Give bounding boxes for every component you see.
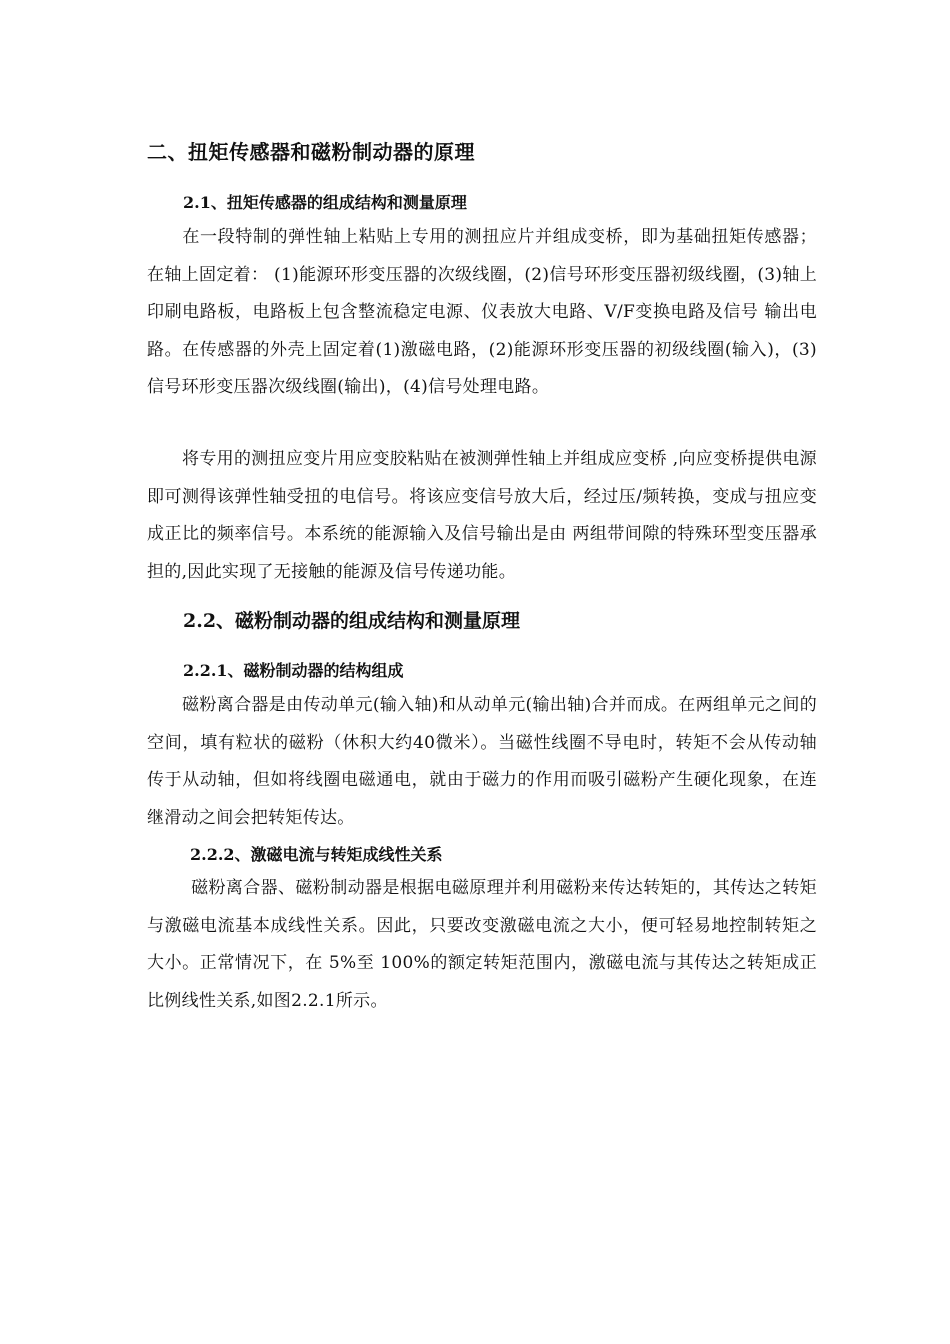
section-title: 二、扭矩传感器和磁粉制动器的原理: [147, 140, 475, 164]
paragraph-text: 磁粉离合器、磁粉制动器是根据电磁原理并利用磁粉来传达转矩的，其传达之转矩与激磁电流基本成线性关系。因此，只要改变激磁电流之大小，便可轻易地控制转矩之大小。正常情况下，在 5%至 100%的额定转矩范围内，激磁电流与其传达之转矩成正比例线性关系,如图2.2.1所示。: [147, 878, 817, 1011]
paragraph-2-1-a: [147, 219, 817, 407]
heading-2-2: 2.2、磁粉制动器的组成结构和测量原理: [183, 610, 521, 632]
paragraph-text: 磁粉离合器是由传动单元(输入轴)和从动单元(输出轴)合并而成。在两组单元之间的空间，填有粒状的磁粉（休积大约40微米）。当磁性线圈不导电时，转矩不会从传动轴传于从动轴，但如将线圈电磁通电，就由于磁力的作用而吸引磁粉产生硬化现象，在连继滑动之间会把转矩传达。: [147, 695, 817, 828]
paragraph-2-2-1: [147, 687, 817, 837]
heading-2-2-2: 2.2.2、激磁电流与转矩成线性关系: [190, 845, 443, 864]
paragraph-text: 将专用的测扭应变片用应变胶粘贴在被测弹性轴上并组成应变桥 ,向应变桥提供电源即可测得该弹性轴受扭的电信号。将该应变信号放大后，经过压/频转换，变成与扭应变成正比的频率信号。本系统的能源输入及信号输出是由 两组带间隙的特殊环型变压器承担的,因此实现了无接触的能源及信号传递功能。: [147, 449, 817, 582]
heading-2-2-1: 2.2.1、磁粉制动器的结构组成: [183, 661, 404, 680]
heading-2-1: 2.1、扭矩传感器的组成结构和测量原理: [183, 193, 467, 212]
paragraph-2-1-b: [147, 441, 817, 591]
paragraph-2-2-2: [147, 870, 817, 1020]
paragraph-text: 在一段特制的弹性轴上粘贴上专用的测扭应片并组成变桥，即为基础扭矩传感器；在轴上固定着： (1)能源环形变压器的次级线圈，(2)信号环形变压器初级线圈，(3)轴上印刷电路板，电路板上包含整流稳定电源、仪表放大电路、V/F变换电路及信号 输出电路。在传感器的外壳上固定着(1)激磁电路，(2)能源环形变压器的初级线圈(输入)，(3) 信号环形变压器次级线圈(输出)，(4)信号处理电路。: [147, 227, 817, 397]
